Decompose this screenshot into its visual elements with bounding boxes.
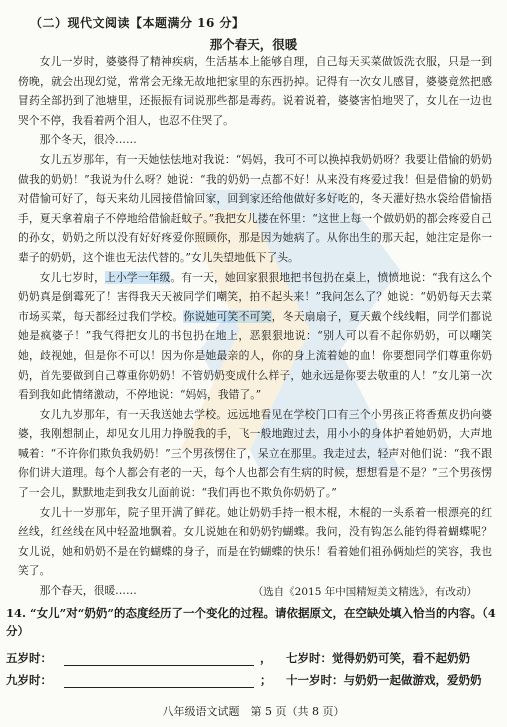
answer-blank-age5[interactable]: [64, 651, 254, 666]
paragraph-3: 女儿五岁那年，有一天她怯怯地对我说：“妈妈，我可不可以换掉我奶奶呀？我要让借愉的奶奶做我的奶奶！”我说为什么呀？她说：“我的奶奶一点都不好！从来没有疼爱过我！但是借愉的奶奶对借愉可好了，每天来幼儿园接借愉回家，回到家还给他做好多好吃的，冬天灌好热水袋给借愉捂手，夏天拿着扇子不停地给借愉赶蚊子。”我把女儿搂在怀里：“这世上每一个做奶奶的都会疼爱自己的孙女，奶奶之所以没有好好疼爱你照顾你，那是因为她病了。从你出生的那天起，她注定是你一辈子的奶奶，这个谁也无法代替的。”女儿失望地低下了头。: [18, 152, 492, 264]
highlighted-phrase: 上小学一年级: [105, 270, 171, 284]
paragraph-2: 那个冬天，很冷……: [39, 133, 137, 147]
answer-label-age11: 十一岁时：与奶奶一起做游戏，爱奶奶: [286, 673, 482, 687]
highlighted-phrase: 你说她可笑不可笑: [183, 309, 272, 323]
article-title: 那个春天，很暖: [209, 37, 298, 52]
paragraph-7: 那个春天，很暖……: [39, 584, 137, 598]
question-14: [6, 604, 498, 640]
answer-label-age9: 九岁时：: [6, 673, 52, 687]
page-footer: 八年级语文试题 第 5 页（共 8 页）: [162, 705, 345, 718]
paragraph-5: 女儿九岁那年，有一天我送她去学校。远远地看见在学校门口有三个小男孩正将香蕉皮扔向婆婆，我刚想制止，却见女儿用力挣脱我的手，飞一般地跑过去，用小小的身体护着她奶奶，大声地喊着：“不许你们欺负我奶奶！”三个男孩愣住了，呆立在那里。我走过去，轻声对他们说：“我不跟你们讲大道理。每个人都会有老的一天，每个人也都会有生病的时候，想想看是不是？”三个男孩愣了一会儿，默默地走到我女儿面前说：“我们再也不欺负你奶奶了。”: [18, 407, 492, 500]
answer-row-1: [6, 650, 470, 666]
question-text: “女儿”对“奶奶”的态度经历了一个变化的过程。请依据原文，在空缺处填入恰当的内容。（4 分）: [6, 606, 496, 638]
paragraph-1: 女儿一岁时，婆婆得了精神疾病，生活基本上能够自理，自己每天买菜做饭洗衣服，只是一到傍晚，就会出现幻觉，常常会无缘无故地把家里的东西扔掉。记得有一次女儿感冒，婆婆竟然把感冒药全部扔到了池塘里，还振振有词说那些都是毒药。说着说着，婆婆害怕地哭了，女儿在一边也哭个不停，我看着两个泪人，也忍不住哭了。: [18, 55, 492, 127]
answer-blank-age9[interactable]: [64, 673, 254, 688]
section-title: （二）现代文阅读【本题满分 16 分】: [30, 16, 245, 30]
answer-row-2: [6, 672, 482, 688]
answer-label-age7: 七岁时：觉得奶奶可笑，看不起奶奶: [286, 651, 470, 665]
answer-comma-1: ，: [260, 651, 272, 665]
question-number: 14.: [6, 606, 27, 620]
article-body: [18, 52, 492, 601]
answer-comma-2: ；: [260, 673, 272, 687]
source-citation: （选自《2015 年中国精短美文精选》，有改动）: [252, 586, 477, 598]
paragraph-6: 女儿十一岁那年，院子里开满了鲜花。她让奶奶手持一根木棍，木棍的一头系着一根漂亮的红丝线，红丝线在风中轻盈地飘着。女儿说她在和奶奶钓蝴蝶。我问，没有钩怎么能钓得着蝴蝶呢？女儿说，她和奶奶不是在钓蝴蝶的身子，而是在钓蝴蝶的快乐！看着她们祖孙俩灿烂的笑容，我也笑了。: [18, 505, 492, 578]
paragraph-4: 女儿七岁时，上小学一年级。有一天，她回家狠狠地把书包扔在桌上，愤愤地说：“我有这么个奶奶真是倒霉死了！害得我天天被同学们嘲笑，拍不起头来！”我问怎么了？她说：“奶奶每天去菜市场买菜，每天都经过我们学校。你说她可笑不可笑，冬天扇扇子，夏天戴个线线帽，同学们都说她是疯婆子！”我气得把女儿的书包扔在地上，恶狠狠地说：“别人可以看不起你奶奶，可以嘲笑她，歧视她，但是你不可以！因为你是她最亲的人，你的身上流着她的血！你要想同学们尊重你奶奶，首先要做到自己尊重你奶奶！不管奶奶变成什么样子，她永远是你要去敬重的人！”女儿第一次看到我如此情绪激动，不停地说：“妈妈，我错了。”: [18, 270, 493, 402]
answer-label-age5: 五岁时：: [6, 651, 52, 665]
